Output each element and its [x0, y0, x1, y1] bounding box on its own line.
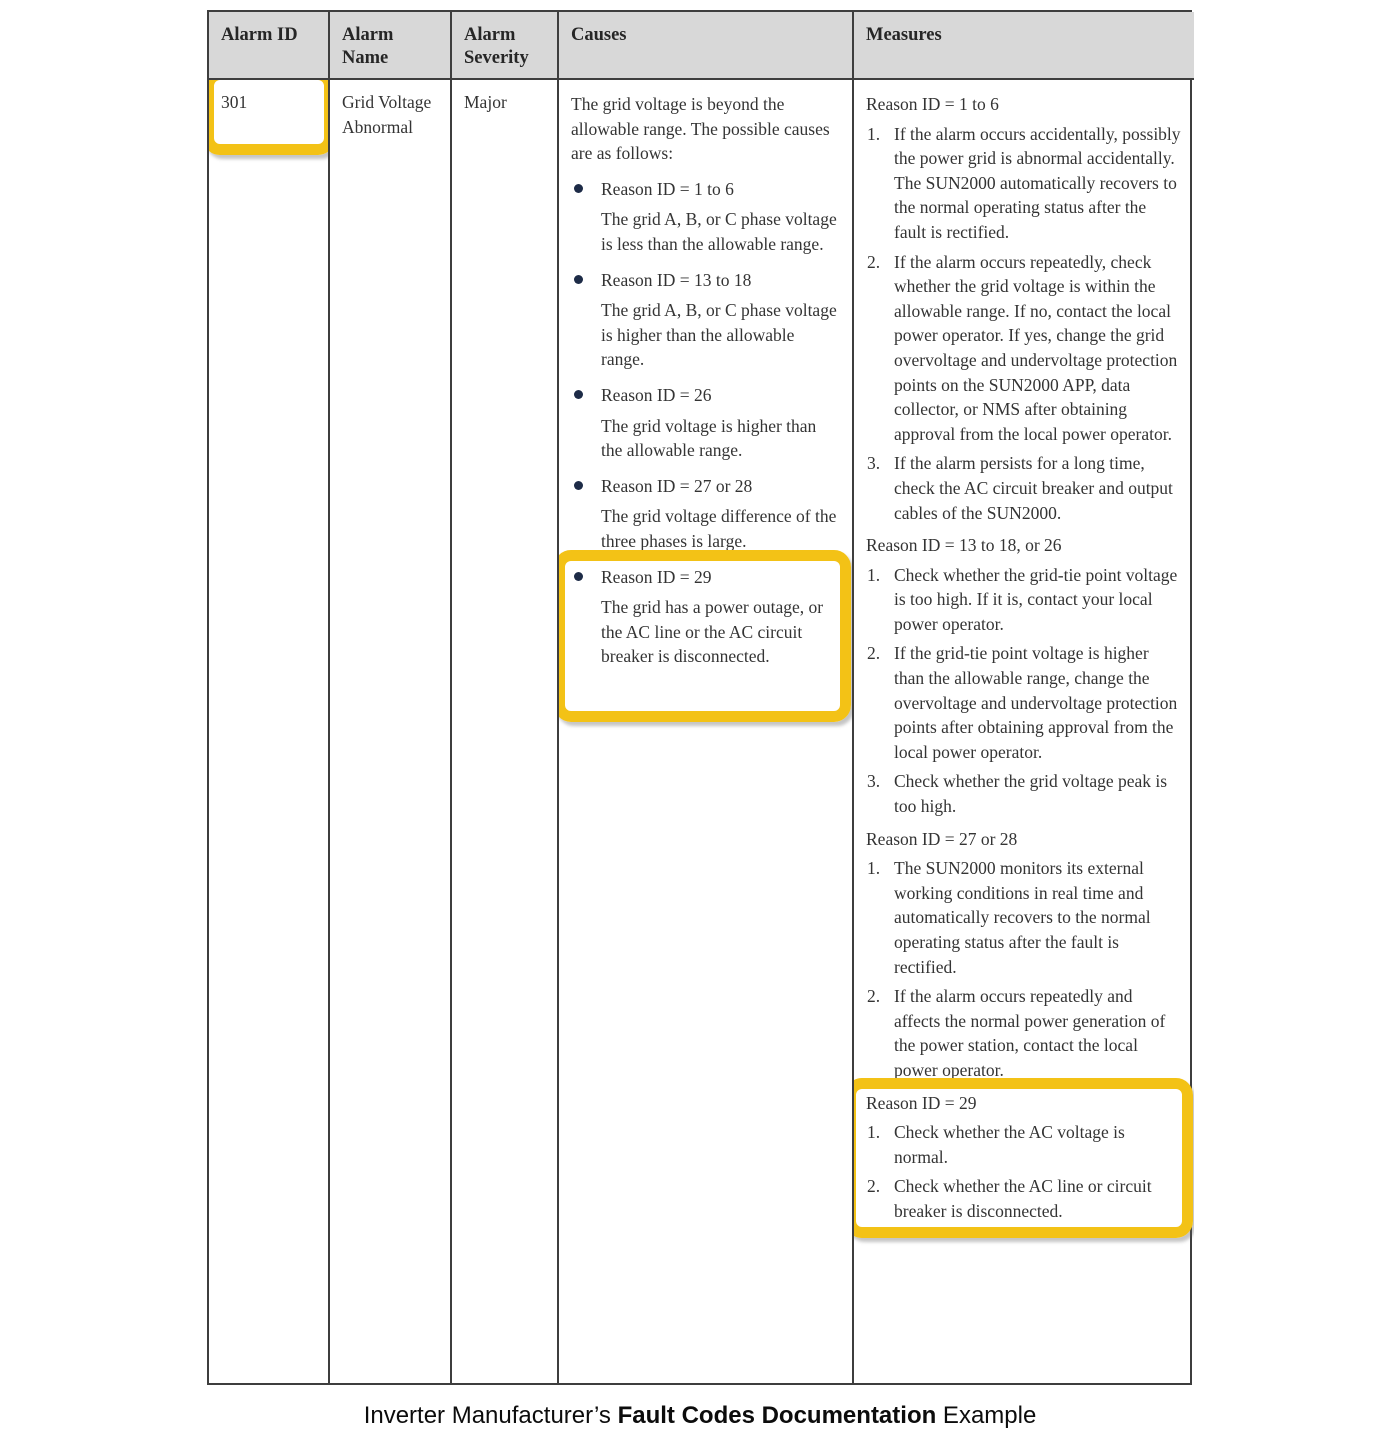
- causes-bullet-body: The grid voltage difference of the three phases is large.: [601, 506, 837, 551]
- cell-causes: [559, 80, 854, 1383]
- alarm-id-value: 301: [221, 92, 248, 112]
- measures-section-list: [866, 563, 1182, 819]
- col-header-alarm-name: Alarm Name: [330, 12, 452, 80]
- measures-item: If the grid-tie point voltage is higher than the allowable range, change the overvoltage and undervoltage protection points after obtaining approval from the local power operator.: [894, 643, 1178, 762]
- measures-item: The SUN2000 monitors its external working conditions in real time and automatically recovers to the normal operating status after the fault is rectified.: [894, 858, 1151, 977]
- measures-item: Check whether the AC voltage is normal.: [894, 1122, 1125, 1167]
- measures-item: If the alarm occurs repeatedly, check whether the grid voltage is within the allowable range. If no, contact the local power operator. If yes, change the grid overvoltage and undervoltage protection points on the SUN2000 APP, data collector, or NMS after obtaining approval from the local power operator.: [894, 251, 1178, 444]
- causes-bullet-1: [571, 177, 840, 257]
- bullet-icon: [574, 184, 583, 193]
- cell-alarm-id: [209, 80, 330, 1383]
- caption-suffix: Example: [936, 1402, 1037, 1429]
- measures-section-heading: Reason ID = 1 to 6: [866, 94, 999, 114]
- measures-section-heading: Reason ID = 29: [866, 1092, 977, 1113]
- alarm-id-highlight-anchor: [221, 90, 316, 115]
- col-header-causes: Causes: [559, 12, 854, 80]
- measures-item: If the alarm occurs repeatedly and affects the normal power generation of the power station, contact the local power operator.: [894, 986, 1166, 1080]
- caption-bold-title: Fault Codes Documentation: [617, 1402, 937, 1429]
- bullet-icon: [574, 390, 583, 399]
- measures-item: If the alarm occurs accidentally, possibly the power grid is abnormal accidentally. The SUN2000 automatically recovers to the normal operating status after the fault is rectified.: [894, 123, 1181, 242]
- measures-section-2: [866, 533, 1182, 819]
- bullet-icon: [574, 275, 583, 284]
- measures-item: Check whether the grid-tie point voltage is too high. If it is, contact your local power operator.: [894, 564, 1178, 634]
- measures-item: Check whether the grid voltage peak is too high.: [894, 771, 1168, 817]
- causes-bullet-title: Reason ID = 26: [601, 384, 712, 405]
- fault-codes-table: [207, 10, 1192, 1385]
- cell-measures: [854, 80, 1194, 1383]
- causes-bullet-body: The grid A, B, or C phase voltage is less than the allowable range.: [601, 209, 837, 254]
- alarm-severity-value: Major: [464, 92, 507, 112]
- causes-bullet-body: The grid voltage is higher than the allowable range.: [601, 415, 817, 461]
- causes-bullet-body: The grid A, B, or C phase voltage is higher than the allowable range.: [601, 300, 837, 370]
- causes-bullet-title: Reason ID = 13 to 18: [601, 269, 752, 290]
- caption-prefix: Inverter Manufacturer’s: [363, 1402, 618, 1429]
- causes-bullet-4: [571, 474, 840, 554]
- measures-item: If the alarm persists for a long time, check the AC circuit breaker and output cables of the SUN2000.: [894, 453, 1173, 523]
- measures-section-3: [866, 827, 1182, 1083]
- measures-section-1: [866, 92, 1182, 525]
- bullet-icon: [574, 572, 583, 581]
- bullet-icon: [574, 481, 583, 490]
- col-header-alarm-id: Alarm ID: [209, 12, 330, 80]
- cell-alarm-name: [330, 80, 452, 1383]
- causes-intro: The grid voltage is beyond the allowable range. The possible causes are as follows:: [571, 94, 830, 164]
- measures-section-heading: Reason ID = 27 or 28: [866, 828, 1018, 849]
- cell-alarm-severity: [452, 80, 559, 1383]
- causes-bullet-3: [571, 383, 840, 463]
- measures-section-4-highlighted: [866, 1091, 1182, 1224]
- measures-section-list: [866, 1120, 1182, 1223]
- col-header-alarm-severity: Alarm Severity: [452, 12, 559, 80]
- figure-caption: [0, 1402, 1400, 1430]
- causes-bullet-title: Reason ID = 1 to 6: [601, 178, 734, 199]
- alarm-name-value: Grid Voltage Abnormal: [342, 92, 432, 137]
- causes-bullet-5-highlighted: [571, 565, 840, 669]
- causes-bullet-body: The grid has a power outage, or the AC line or the AC circuit breaker is disconnected.: [601, 597, 824, 667]
- measures-section-list: [866, 122, 1182, 526]
- causes-bullet-2: [571, 268, 840, 372]
- measures-section-heading: Reason ID = 13 to 18, or 26: [866, 535, 1062, 556]
- causes-bullet-title: Reason ID = 29: [601, 566, 712, 587]
- col-header-measures: Measures: [854, 12, 1194, 80]
- measures-item: Check whether the AC line or circuit breaker is disconnected.: [894, 1176, 1152, 1221]
- causes-bullet-title: Reason ID = 27 or 28: [601, 475, 753, 496]
- measures-section-list: [866, 856, 1182, 1082]
